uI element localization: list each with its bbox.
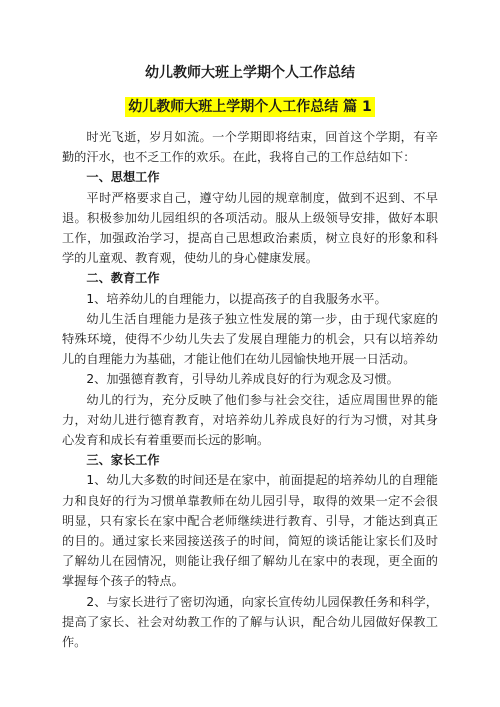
body-paragraph: 幼儿生活自理能力是孩子独立性发展的第一步，由于现代家庭的特殊环境，使得不少幼儿失去了发展自理能力的机会，只有以培养幼儿的自理能力为基础，才能让他们在幼儿园愉快地开展一日活动。 (62, 311, 438, 367)
section-heading: 三、家长工作 (86, 453, 160, 468)
body-paragraph: 平时严格要求自己，遵守幼儿园的规章制度，做到不迟到、不早退。积极参加幼儿园组织的各项活动。服从上级领导安排，做好本职工作，加强政治学习，提高自己思想政治素质，树立良好的形象和科学的儿童观、教育观，使幼儿的身心健康发展。 (62, 190, 438, 266)
body-paragraph: 时光飞逝，岁月如流。一个学期即将结束，回首这个学期，有辛勤的汗水，也不乏工作的欢乐。在此，我将自己的工作总结如下： (62, 130, 438, 165)
section-heading: 二、教育工作 (86, 271, 160, 286)
body-paragraph: 2、与家长进行了密切沟通，向家长宣传幼儿园保教任务和科学，提高了家长、社会对幼教工作的了解与认识，配合幼儿园做好保教工作。 (62, 594, 438, 650)
document-title: 幼儿教师大班上学期个人工作总结 (145, 65, 355, 81)
subtitle-wrapper (0, 96, 500, 117)
body-paragraph: 幼儿的行为，充分反映了他们参与社会交往，适应周围世界的能力，对幼儿进行德育教育，对培养幼儿养成良好的行为习惯，对其身心发育和成长有着重要而长远的影响。 (62, 392, 438, 448)
document-body (62, 127, 438, 652)
highlighted-subtitle: 幼儿教师大班上学期个人工作总结 篇 1 (125, 97, 375, 117)
section-heading: 一、思想工作 (86, 170, 160, 185)
body-paragraph: 2、加强德育教育，引导幼儿养成良好的行为观念及习惯。 (86, 372, 399, 387)
body-paragraph: 1、幼儿大多数的时间还是在家中，前面提起的培养幼儿的自理能力和良好的行为习惯单靠教师在幼儿园引导，取得的效果一定不会很明显，只有家长在家中配合老师继续进行教育、引导，才能达到真正的目的。通过家长来园接送孩子的时间，简短的谈话能让家长们及时了解幼儿在园情况，则能让我仔细了解幼儿在家中的表现，更全面的掌握每个孩子的特点。 (62, 473, 438, 589)
body-paragraph: 1、培养幼儿的自理能力，以提高孩子的自我服务水平。 (86, 291, 387, 306)
